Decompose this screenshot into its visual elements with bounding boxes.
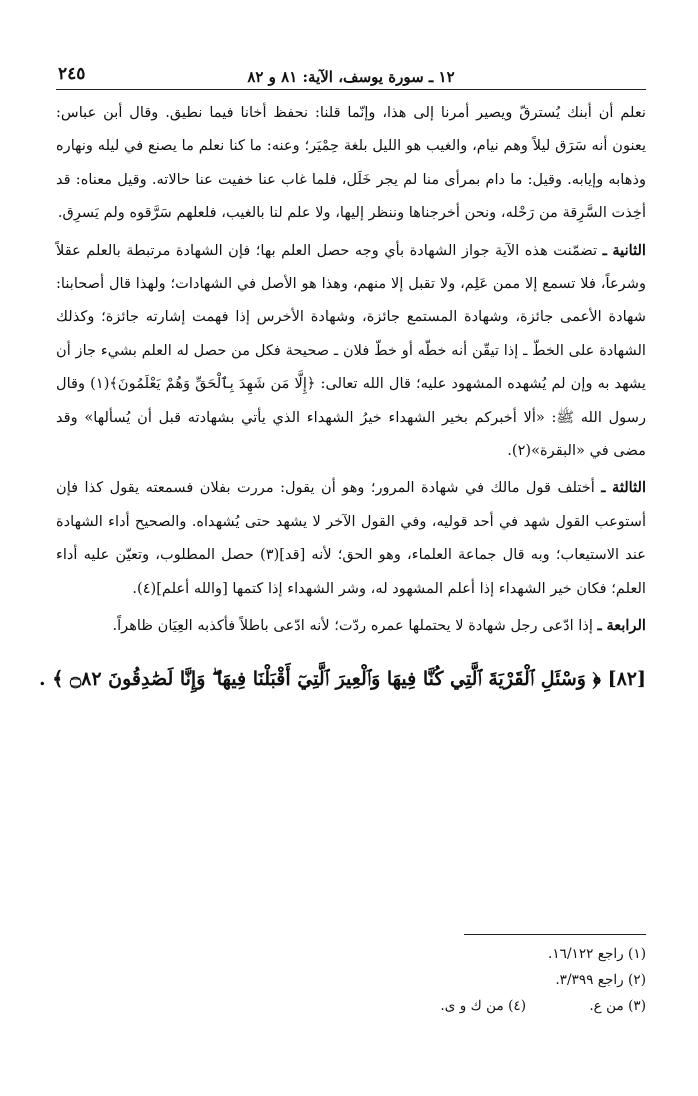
footnotes	[56, 934, 646, 1019]
paragraph-fourth-text: إذا ادّعى رجل شهادة لا يحتملها عمره ردّت؛ لأنه ادّعى باطلاً فأكذبه العِيَان ظاهراً.	[112, 617, 593, 635]
book-page	[39, 56, 647, 1056]
header-divider	[56, 89, 646, 90]
verse-text: ﴿ وَسْئَلِ ٱلْقَرْيَةَ ٱلَّتِي كُنَّا فِيهَا وَٱلْعِيرَ ٱلَّتِيٓ أَقْبَلْنَا فِيهَا ۖ وَإِنَّا لَصَٰدِقُونَ ۝٨٢ ﴾ .	[39, 667, 601, 690]
paragraph-second	[56, 234, 646, 468]
section-term-fourth: الرابعة	[606, 617, 646, 635]
paragraph-second-text: تضمّنت هذه الآية جواز الشهادة بأي وجه حصل العلم بها؛ فإن الشهادة مرتبطة بالعلم عقلاً وشرعاً، فلا تسمع إلا ممن عَلِم، ولا تقبل إلا منهم، وهذا هو الأصل في الشهادات؛ ولهذا قال أصحابنا: شهادة الأعمى جائزة، وشهادة المستمع جائزة، وشهادة الأخرس إذا فهمت إشارته جائزة؛ وكذلك الشهادة على الخطّ ـ إذا تيقّن أنه خطّه أو خطّ فلان ـ صحيحة فكل من حصل له العلم بشيء جاز أن يشهد به وإن لم يُشهده المشهود عليه؛ قال الله تعالى: ﴿إِلَّا مَن شَهِدَ بِٱلْحَقِّ وَهُمْ يَعْلَمُونَ﴾(١) وقال رسول الله ﷺ: «ألا أخبركم بخير الشهداء خيرُ الشهداء الذي يأتي بشهادته قبل أن يُسألها» وقد مضى في «البقرة»(٢).	[56, 241, 646, 460]
footnote-4: (٤) من ك و ى.	[440, 998, 526, 1014]
footnote-2: (٢) راجع ٣/٣٩٩.	[555, 972, 646, 988]
paragraph-fourth	[56, 609, 646, 642]
term-separator: ـ	[602, 241, 607, 259]
paragraph-third	[56, 471, 646, 605]
footnote-3: (٣) من ع.	[589, 998, 646, 1014]
main-text	[56, 96, 646, 643]
verse-number: [٨٢]	[607, 667, 646, 690]
page-header	[56, 56, 646, 86]
footnote-divider	[464, 934, 646, 935]
paragraph-continuation: نعلم أن أبنك يُسترقّ ويصير أمرنا إلى هذا، وإنّما قلنا: نحفظ أخانا فيما نطيق. وقال أبن عباس: يعنون أنه سَرَق ليلاً وهم نيام، والغيب هو الليل بلغة حِمْيَر؛ وعنه: ما كنا نعلم ما يصنع في ليله ونهاره وذهابه وإيابه. وقيل: ما دام بمرأى منا لم يجر خَلَل، فلما غاب عنا خفيت عنا حالاته. وقيل معناه: قد أخِذت السَّرِقة من رَحْله، ونحن أخرجناها وننظر إليها، ولا علم لنا بالغيب، فلعلهم سَرَّقوه ولم يَسرِق.	[56, 104, 646, 222]
paragraph-third-text: أختلف قول مالك في شهادة المرور؛ وهو أن يقول: مررت بفلان فسمعته يقول كذا فإن أستوعب القول شهد في أحد قوليه، وفي القول الآخر لا يشهد حتى يُشهداه. والصحيح أداء الشهادة عند الاستيعاب؛ وبه قال جماعة العلماء، وهو الحق؛ لأنه [قد](٣) حصل المطلوب، وتعيّن عليه أداء العلم؛ فكان خير الشهداء إذا أعلم المشهود له، وشر الشهداء إذا كتمها [والله أعلم](٤).	[56, 479, 647, 597]
term-separator: ـ	[601, 479, 606, 497]
running-title: ١٢ ـ سورة يوسف، الآية: ٨١ و ٨٢	[247, 68, 455, 86]
footnote-row	[56, 993, 646, 1019]
page-number: ٢٤٥	[58, 64, 86, 84]
section-term-second: الثانية	[612, 241, 646, 259]
section-term-third: الثالثة	[612, 479, 647, 497]
quran-verse	[39, 659, 646, 699]
footnote-1: (١) راجع ١٦/١٢٢.	[548, 946, 646, 962]
term-separator: ـ	[597, 617, 602, 635]
